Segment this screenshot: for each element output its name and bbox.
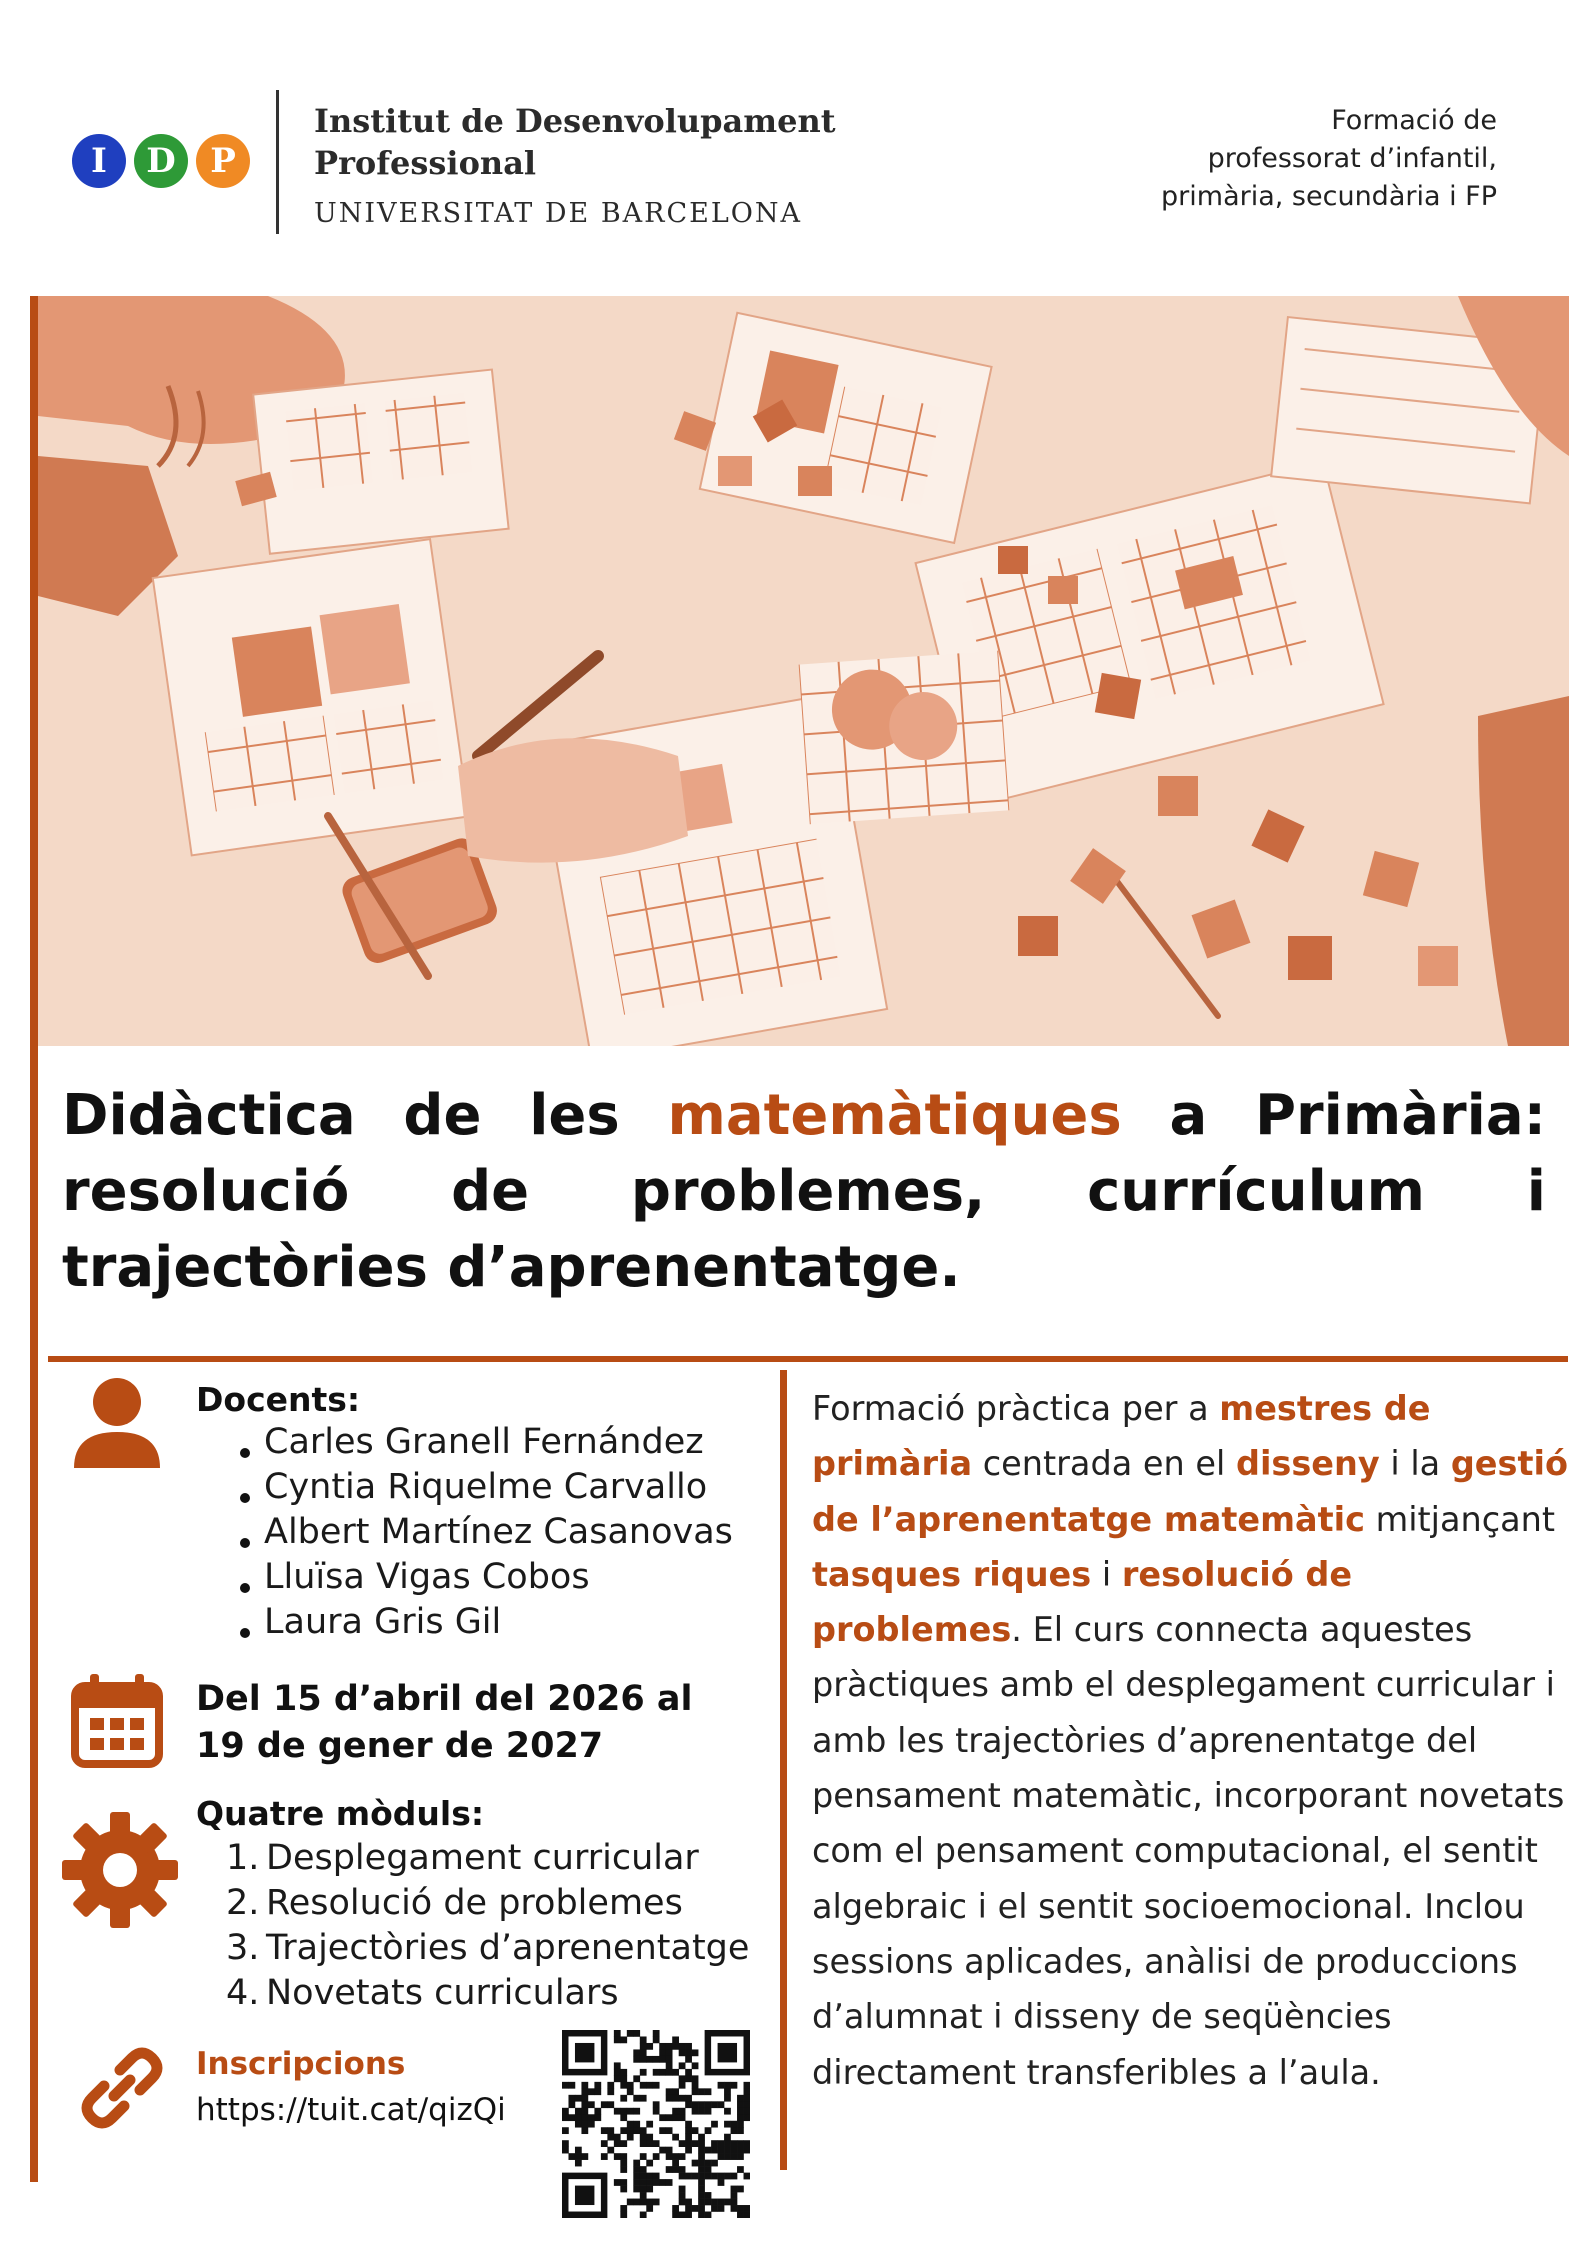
logo-letter-p: P	[196, 134, 250, 188]
bullet-dot	[240, 1448, 250, 1458]
course-description: Formació pràctica per a mestres de primària centrada en el disseny i la gestió de l’aprenentatge matemàtic mitjançant tasques riques i resolució de problemes. El curs connecta aquestes pràctiques amb el desplegament curricular i amb les trajectòries d’aprenentatge del pensament matemàtic, incorporant novetats com el pensament computacional, el sentit algebraic i el sentit socioemocional. Inclou sessions aplicades, anàlisi de produccions d’alumnat i disseny de seqüències directament transferibles a l’aula.	[812, 1389, 1568, 2092]
inscripcions-heading: Inscripcions	[196, 2046, 406, 2082]
title-part2: a Primària: resolució de problemes, currículum i trajectòries d’aprenentatge.	[62, 1083, 1546, 1300]
hero-photo-illustration	[38, 296, 1569, 1046]
modul-item: 2. Resolució de problemes	[226, 1883, 683, 1923]
institution-line1: Institut de Desenvolupament	[314, 102, 836, 140]
highlight-gestio: gestió de l’aprenentatge matemàtic	[812, 1444, 1568, 1539]
person-icon	[70, 1376, 164, 1474]
institution-line2: Professional	[314, 144, 537, 182]
hero-photo	[38, 296, 1569, 1046]
docents-list	[264, 1420, 733, 1645]
highlight-disseny: disseny	[1235, 1444, 1380, 1484]
docent-item: Cyntia Riquelme Carvallo	[264, 1467, 708, 1507]
docent-item: Lluïsa Vigas Cobos	[264, 1557, 590, 1597]
column-divider	[780, 1370, 787, 2170]
logo-divider	[276, 90, 279, 234]
audience-label	[1057, 102, 1497, 216]
bullet-dot	[240, 1538, 250, 1548]
modul-item: 1. Desplegament curricular	[226, 1838, 699, 1878]
course-dates	[196, 1676, 693, 1770]
docents-heading: Docents:	[196, 1380, 361, 1419]
moduls-list	[226, 1836, 749, 2016]
title-part1: Didàctica de les	[62, 1083, 668, 1148]
docent-item: Carles Granell Fernández	[264, 1422, 704, 1462]
highlight-mestres: mestres de primària	[812, 1389, 1431, 1484]
university-name: UNIVERSITAT DE BARCELONA	[314, 198, 803, 229]
section-divider	[48, 1356, 1568, 1362]
audience-line1: Formació de	[1331, 105, 1497, 136]
bullet-dot	[240, 1493, 250, 1503]
docent-item: Albert Martínez Casanovas	[264, 1512, 733, 1552]
audience-line2: professorat d’infantil,	[1207, 143, 1497, 174]
docent-item: Laura Gris Gil	[264, 1602, 502, 1642]
modul-item: 4. Novetats curriculars	[226, 1973, 619, 2013]
qr-code-graphic	[562, 2030, 750, 2218]
logo-letter-d: D	[134, 134, 188, 188]
moduls-heading: Quatre mòduls:	[196, 1794, 485, 1833]
inscripcions-link[interactable]: https://tuit.cat/qizQi	[196, 2092, 506, 2128]
bullet-dot	[240, 1583, 250, 1593]
highlight-resolucio: resolució de problemes	[812, 1554, 1353, 1650]
dates-line1: Del 15 d’abril del 2026 al	[196, 1679, 693, 1719]
calendar-icon	[70, 1672, 164, 1772]
link-icon	[74, 2040, 170, 2140]
idp-logo	[72, 134, 250, 188]
dates-line2: 19 de gener de 2027	[196, 1726, 604, 1766]
title-accent: matemàtiques	[667, 1083, 1122, 1148]
qr-code[interactable]	[562, 2030, 750, 2222]
left-accent-bar	[30, 296, 38, 2182]
institution-name	[314, 100, 836, 229]
course-title	[62, 1078, 1546, 1306]
audience-line3: primària, secundària i FP	[1161, 181, 1497, 212]
bullet-dot	[240, 1628, 250, 1638]
logo-letter-i: I	[72, 134, 126, 188]
highlight-tasques: tasques riques	[812, 1554, 1092, 1594]
modul-item: 3. Trajectòries d’aprenentatge	[226, 1928, 750, 1968]
gear-icon	[60, 1810, 180, 1934]
